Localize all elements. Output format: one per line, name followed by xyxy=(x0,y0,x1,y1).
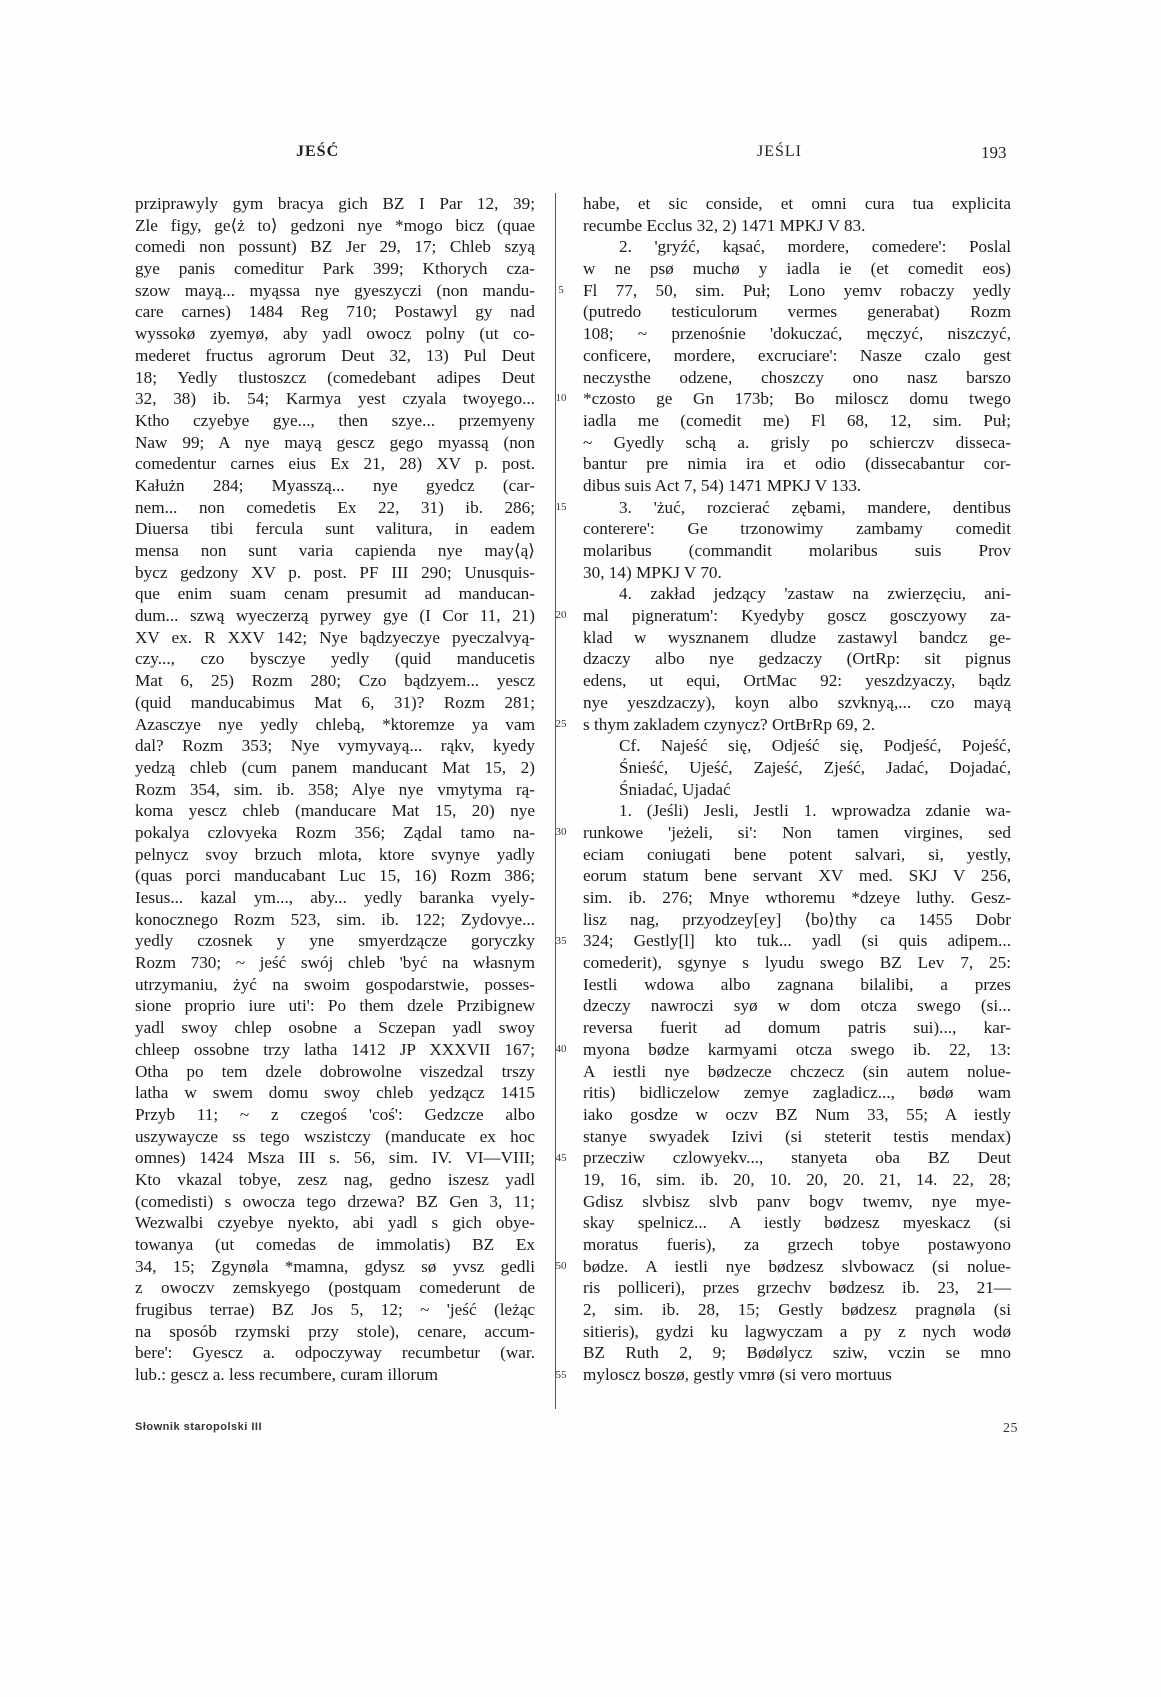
text-line: Przyb 11; ~ z czegoś 'coś': Gedzcze albo xyxy=(135,1104,535,1124)
text-line: (comedisti) s owocza tego drzewa? BZ Gen 3, 11; xyxy=(135,1191,535,1211)
text-line: comedi non possunt) BZ Jer 29, 17; Chleb szyą xyxy=(135,237,535,257)
text-line: przecziw czlowyekv..., stanyeta oba BZ Deut xyxy=(583,1148,1011,1168)
text-line: dum... szwą wyeczerzą pyrwey gye (I Cor 11, 21) xyxy=(135,606,535,626)
text-line: dibus suis Act 7, 54) 1471 MPKJ V 133. xyxy=(583,475,862,495)
line-number: 15 xyxy=(555,500,567,513)
text-line: sim. ib. 276; Mnye wthoremu *dzeye luthy. Gesz- xyxy=(583,888,1011,907)
line-number: 30 xyxy=(555,826,567,839)
right-column xyxy=(583,193,1011,1386)
text-line: skay spelnicz... A iestly bødzesz myeskacz (si xyxy=(583,1213,1011,1233)
text-line: (quid manducabimus Mat 6, 31)? Rozm 281; xyxy=(135,692,535,712)
text-line: Gdisz slvbisz slvb panv bogv twemv, nye mye- xyxy=(583,1191,1011,1211)
text-line: bere': Gyescz a. odpoczyway recumbetur (war. xyxy=(135,1343,535,1363)
text-line: 18; Yedly tlustoszcz (comedebant adipes Deut xyxy=(135,367,535,387)
line-number: 10 xyxy=(555,392,567,405)
line-number: 25 xyxy=(555,717,567,730)
text-line: bantur pre nimia ira et odio (dissecabantur cor- xyxy=(583,454,1011,474)
text-line: Zle figy, ge⟨ż to⟩ gedzoni nye *mogo bicz (quae xyxy=(135,215,535,235)
text-line: moratus fueris), za grzech tobye postawyono xyxy=(583,1235,1011,1254)
text-line: Ktho czyebye gye..., then szye... przemyeny xyxy=(135,410,535,430)
text-line: 2, sim. ib. 28, 15; Gestly bødzesz pragnøla (si xyxy=(583,1300,1011,1320)
text-line: gye panis comeditur Park 399; Kthorych cza- xyxy=(135,259,535,279)
text-line: dzeczy nawroczi syø w dom otcza swego (si... xyxy=(583,996,1011,1016)
text-line: z owoczv zemskyego (postquam comederunt de xyxy=(135,1278,535,1298)
text-line: 3. 'żuć, rozcierać zębami, mandere, dentibus xyxy=(619,497,1011,517)
text-line: 108; ~ przenośnie 'dokuczać, męczyć, niszczyć, xyxy=(583,324,1011,344)
text-line: comederit), sgynye s lyudu swego BZ Lev 7, 25: xyxy=(583,953,1011,973)
line-number: 40 xyxy=(555,1043,567,1056)
text-line: szow mayą... myąssa nye gyeszyczi (non mandu- xyxy=(135,280,535,300)
line-number: 55 xyxy=(555,1368,567,1381)
text-line: bycz gedzony XV p. post. PF III 290; Unusquis- xyxy=(135,562,535,582)
text-line: yadl swoy chlep osobne a Sczepan yadl swoy xyxy=(135,1018,535,1038)
text-line: ritis) bidliczelow zemye zagladicz..., bødø wam xyxy=(583,1083,1011,1103)
line-number: 5 xyxy=(558,283,564,296)
text-line: 1. (Jeśli) Jesli, Jestli 1. wprowadza zdanie wa- xyxy=(619,801,1011,821)
text-line: lisz nag, przyodzey[ey] ⟨bo⟩thy ca 1455 Dobr xyxy=(583,909,1011,929)
text-line: iako gosdze w oczv BZ Num 33, 55; A iestly xyxy=(583,1104,1011,1124)
footer-sheet-number: 25 xyxy=(1003,1421,1018,1436)
text-line: Śnieść, Ujeść, Zajeść, Zjeść, Jadać, Dojadać, xyxy=(619,757,1011,777)
text-line: czy..., czo bysczye yedly (quid manducetis xyxy=(135,649,535,669)
text-line: konocznego Rozm 523, sim. ib. 122; Zydovye... xyxy=(135,909,535,929)
text-line: uszywaycze ss tego wszistczy (manducate ex hoc xyxy=(135,1126,535,1146)
text-line: sitieris), gydzi ku lagwyczam a py z nych wodø xyxy=(583,1321,1011,1341)
text-line: ris polliceri), przes grzechv bødzesz ib. 23, 21— xyxy=(583,1278,1011,1298)
text-line: 19, 16, sim. ib. 20, 10. 20, 20. 21, 14. 22, 28; xyxy=(583,1169,1011,1189)
text-line: Rozm 354, sim. ib. 358; Alye nye vmytyma rą- xyxy=(135,779,535,799)
text-line: mensa non sunt varia capienda nye may⟨ą⟩ xyxy=(135,541,535,560)
text-line: conterere': Ge trzonowimy zambamy comedit xyxy=(583,519,1011,539)
text-line: mal pigneratum': Kyedyby goscz gosczyowy za- xyxy=(583,606,1011,626)
text-line: Mat 6, 25) Rozm 280; Czo bądzyem... yescz xyxy=(135,671,535,691)
text-line: reversa fuerit ad domum patris sui)..., kar- xyxy=(583,1018,1011,1038)
text-line: prziprawyly gym bracya gich BZ I Par 12, 39; xyxy=(135,194,535,213)
text-line: koma yescz chleb (manducare Mat 15, 20) nye xyxy=(135,801,535,821)
text-line: towanya (ut comedas de immolatis) BZ Ex xyxy=(135,1235,535,1254)
text-line: Azasczye nye yedly chlebą, *ktoremze ya vam xyxy=(135,714,535,734)
text-line: omnes) 1424 Msza III s. 56, sim. IV. VI—VIII; xyxy=(135,1148,535,1168)
text-line: mederet fructus agrorum Deut 32, 13) Pul Deut xyxy=(135,345,535,365)
text-line: 34, 15; Zgynøla *mamna, gdysz sø yvsz gedli xyxy=(135,1256,535,1276)
text-line: s thym zakladem czynycz? OrtBrRp 69, 2. xyxy=(583,714,876,734)
text-line: (quas porci manducabant Luc 15, 16) Rozm 386; xyxy=(135,866,535,886)
text-line: wyssokø zyemyø, aby yadl owocz polny (ut co- xyxy=(135,324,535,344)
text-line: pokalya czlovyeka Rozm 356; Ządal tamo na- xyxy=(135,822,535,842)
line-number: 50 xyxy=(555,1260,567,1273)
text-line: w ne psø muchø y iadla ie (et comedit eos) xyxy=(583,259,1011,279)
text-line: Diuersa tibi fercula sunt valitura, in eadem xyxy=(135,519,535,539)
text-line: eorum statum bene servant XV med. SKJ V 256, xyxy=(583,866,1011,886)
left-column xyxy=(135,193,535,1386)
text-line: dzaczy albo nye gedzaczy (OrtRp: sit pignus xyxy=(583,649,1011,669)
text-line: runkowe 'jeżeli, si': Non tamen virgines, sed xyxy=(583,822,1011,842)
running-head-left: JEŚĆ xyxy=(296,143,340,160)
text-line: latha w swem domu swoy chleb yedzącz 1415 xyxy=(135,1083,535,1103)
text-line: 32, 38) ib. 54; Karmya yest czyala twoyego... xyxy=(135,389,535,409)
text-line: yedzą chleb (cum panem manducant Mat 15, 2) xyxy=(135,757,535,777)
line-number: 45 xyxy=(555,1151,567,1164)
text-line: comedentur carnes eius Ex 21, 28) XV p. post. xyxy=(135,454,535,474)
text-line: Naw 99; A nye mayą gescz gego myassą (non xyxy=(135,432,535,452)
text-line: Rozm 730; ~ jeść swój chleb 'być na własnym xyxy=(135,953,535,973)
text-line: *czosto ge Gn 173b; Bo miloscz domu twego xyxy=(583,389,1011,409)
text-line: nem... non comedetis Ex 22, 31) ib. 286; xyxy=(135,497,535,517)
text-line: molaribus (commandit molaribus suis Prov xyxy=(583,541,1011,560)
text-line: 30, 14) MPKJ V 70. xyxy=(583,562,722,582)
text-line: Iestli wdowa albo zagnana bilalibi, a przes xyxy=(583,974,1011,994)
text-line: conficere, mordere, excruciare': Nasze czalo gest xyxy=(583,345,1011,365)
text-line: myona bødze karmyami otcza swego ib. 22, 13: xyxy=(583,1039,1011,1059)
line-number: 35 xyxy=(555,934,567,947)
text-line: Kałużn 284; Myasszą... nye gyedcz (car- xyxy=(135,475,535,495)
footer-signature: Słownik staropolski III xyxy=(135,1421,263,1433)
text-line: klad w wysznanem dludze zastawyl bandcz ge- xyxy=(583,627,1011,647)
text-line: Kto vkazal tobye, zesz nag, gedno iszesz yadl xyxy=(135,1169,535,1189)
text-line: na sposób rzymski przy stole), cenare, accum- xyxy=(135,1321,535,1341)
text-line: Śniadać, Ujadać xyxy=(619,779,731,799)
text-line: 324; Gestly[l] kto tuk... yadl (si quis adipem... xyxy=(583,931,1011,951)
text-line: lub.: gescz a. less recumbere, curam illorum xyxy=(135,1365,439,1385)
text-line: dal? Rozm 353; Nye vymyvayą... rąkv, kyedy xyxy=(135,736,535,756)
text-line: eciam coniugati bene potent salvari, si, yestly, xyxy=(583,844,1011,864)
text-line: Iesus... kazal ym..., aby... yedly baranka vyely- xyxy=(135,888,535,907)
text-line: edens, ut equi, OrtMac 92: yeszdzyaczy, bądz xyxy=(583,671,1011,691)
line-number: 20 xyxy=(555,609,567,622)
text-line: stanye swyadek Izivi (si steterit testis mendax) xyxy=(583,1126,1011,1146)
text-line: 2. 'gryźć, kąsać, mordere, comedere': Poslal xyxy=(619,237,1011,257)
text-line: habe, et sic conside, et omni cura tua explicita xyxy=(583,194,1011,213)
text-line: bødze. A iestli nye bødzesz slvbowacz (si nolue- xyxy=(583,1256,1011,1276)
text-line: Fl 77, 50, sim. Puł; Lono yemv robaczy yedly xyxy=(583,280,1011,300)
text-line: (putredo testiculorum vermes generabat) Rozm xyxy=(583,302,1011,322)
text-line: recumbe Ecclus 32, 2) 1471 MPKJ V 83. xyxy=(583,215,866,235)
text-line: neczysthe odzene, choszczy ono nasz barszo xyxy=(583,367,1011,387)
text-line: XV ex. R XXV 142; Nye bądzyeczye pyeczalvyą- xyxy=(135,627,535,647)
text-line: Otha po tem dzele dobrowolne viszedzal trszy xyxy=(135,1061,535,1081)
running-head-right: JEŚLI xyxy=(757,143,802,160)
text-line: sione proprio iure uti': Po them dzele Przibignew xyxy=(135,996,535,1016)
page-number: 193 xyxy=(981,143,1007,162)
text-line: ~ Gyedly schą a. grisly po schierczv disseca- xyxy=(583,432,1011,452)
text-line: iadla me (comedit me) Fl 68, 12, sim. Puł; xyxy=(583,410,1011,430)
text-line: frugibus terrae) BZ Jos 5, 12; ~ 'jeść (leżąc xyxy=(135,1300,535,1320)
text-line: yedly czosnek y yne smyerdzącze goryczky xyxy=(135,931,535,951)
text-line: care carnes) 1484 Reg 710; Postawyl gy nad xyxy=(135,302,535,322)
text-line: chleep ossobne trzy latha 1412 JP XXXVII 167; xyxy=(135,1039,535,1059)
column-divider xyxy=(555,193,556,1409)
text-line: pelnycz svoy brzuch mlota, ktore svynye yadly xyxy=(135,844,535,864)
text-line: myloscz boszø, gestly vmrø (si vero mortuus xyxy=(583,1365,892,1385)
text-line: utrzymaniu, żyć na swoim gospodarstwie, posses- xyxy=(135,974,535,994)
text-line: Cf. Najeść się, Odjeść się, Podjeść, Pojeść, xyxy=(619,736,1011,756)
text-line: BZ Ruth 2, 9; Bødølycz sziw, vczin se mno xyxy=(583,1343,1011,1363)
text-line: nye yeszdzaczy), koyn albo szvknyą,... czo mayą xyxy=(583,692,1011,712)
text-line: que enim suam cenam presumit ad manducan- xyxy=(135,584,535,604)
text-line: 4. zakład jedzący 'zastaw na zwierzęciu, ani- xyxy=(619,584,1011,604)
text-line: Wezwalbi czyebye nyekto, abi yadl s gich obye- xyxy=(135,1213,535,1233)
text-line: A iestli nye bødzecze chczecz (sin autem nolue- xyxy=(583,1061,1011,1081)
